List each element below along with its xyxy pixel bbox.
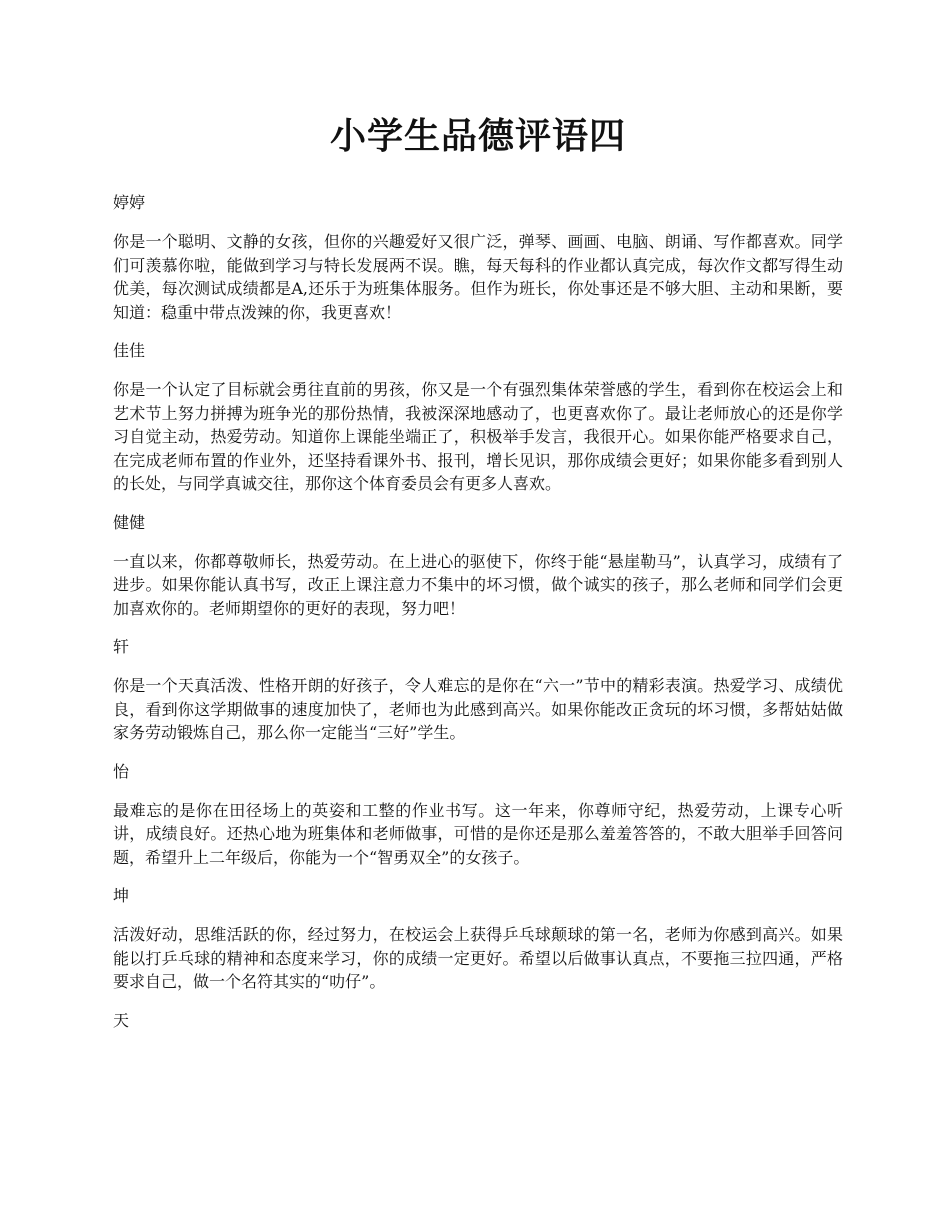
student-comment: 一直以来，你都尊敬师长，热爱劳动。在上进心的驱使下，你终于能“悬崖勒马”，认真学习，成绩有了进步。如果你能认真书写，改正上课注意力不集中的坏习惯，做个诚实的孩子，那么老师和同学们会更加喜欢你的。老师期望你的更好的表现，努力吧！ bbox=[113, 551, 843, 618]
document-page bbox=[113, 110, 843, 1048]
student-comment: 活泼好动，思维活跃的你，经过努力，在校运会上获得乒乓球颠球的第一名，老师为你感到高兴。如果能以打乒乓球的精神和态度来学习，你的成绩一定更好。希望以后做事认真点，不要拖三拉四通，严格要求自己，做一个名符其实的“叻仔”。 bbox=[113, 925, 843, 991]
student-comment: 你是一个天真活泼、性格开朗的好孩子，令人难忘的是你在“六一”节中的精彩表演。热爱学习、成绩优良，看到你这学期做事的速度加快了，老师也为此感到高兴。如果你能改正贪玩的坏习惯，多帮姑姑做家务劳动锻炼自己，那么你一定能当“三好”学生。 bbox=[113, 676, 843, 742]
student-name: 婷婷 bbox=[113, 193, 146, 212]
entry-jianjian bbox=[113, 512, 843, 621]
student-name: 佳佳 bbox=[113, 341, 146, 360]
student-name: 轩 bbox=[113, 637, 130, 656]
student-name: 怡 bbox=[113, 761, 130, 781]
student-name: 坤 bbox=[113, 886, 130, 905]
student-name: 健健 bbox=[113, 512, 146, 532]
document-title: 小学生品德评语四 bbox=[329, 115, 626, 157]
student-comment: 你是一个认定了目标就会勇往直前的男孩，你又是一个有强烈集体荣誉感的学生，看到你在校运会上和艺术节上努力拼搏为班争光的那份热情，我被深深地感动了，也更喜欢你了。最让老师放心的还是你学习自觉主动，热爱劳动。知道你上课能坐端正了，积极举手发言，我很开心。如果你能严格要求自己，在完成老师布置的作业外，还坚持看课外书、报刊，增长见识，那你成绩会更好；如果你能多看到别人的长处，与同学真诚交往，那你这个体育委员会有更多人喜欢。 bbox=[113, 380, 843, 493]
student-name: 天 bbox=[113, 1010, 130, 1030]
student-comment: 你是一个聪明、文静的女孩，但你的兴趣爱好又很广泛，弹琴、画画、电脑、朗诵、写作都喜欢。同学们可羡慕你啦，能做到学习与特长发展两不误。瞧，每天每科的作业都认真完成，每次作文都写得生动优美，每次测试成绩都是A,还乐于为班集体服务。但作为班长，你处事还是不够大胆、主动和果断，要知道：稳重中带点泼辣的你，我更喜欢！ bbox=[113, 232, 843, 322]
entry-tingting bbox=[113, 192, 843, 324]
entry-xuan bbox=[113, 636, 843, 745]
student-comment: 最难忘的是你在田径场上的英姿和工整的作业书写。这一年来，你尊师守纪，热爱劳动，上课专心听讲，成绩良好。还热心地为班集体和老师做事，可惜的是你还是那么羞羞答答的，不敢大胆举手回答问题，希望升上二年级后，你能为一个“智勇双全”的女孩子。 bbox=[113, 800, 843, 867]
entry-yi bbox=[113, 761, 843, 870]
entry-kun bbox=[113, 885, 843, 994]
entry-tian bbox=[113, 1010, 843, 1032]
entry-jiajia bbox=[113, 340, 843, 496]
